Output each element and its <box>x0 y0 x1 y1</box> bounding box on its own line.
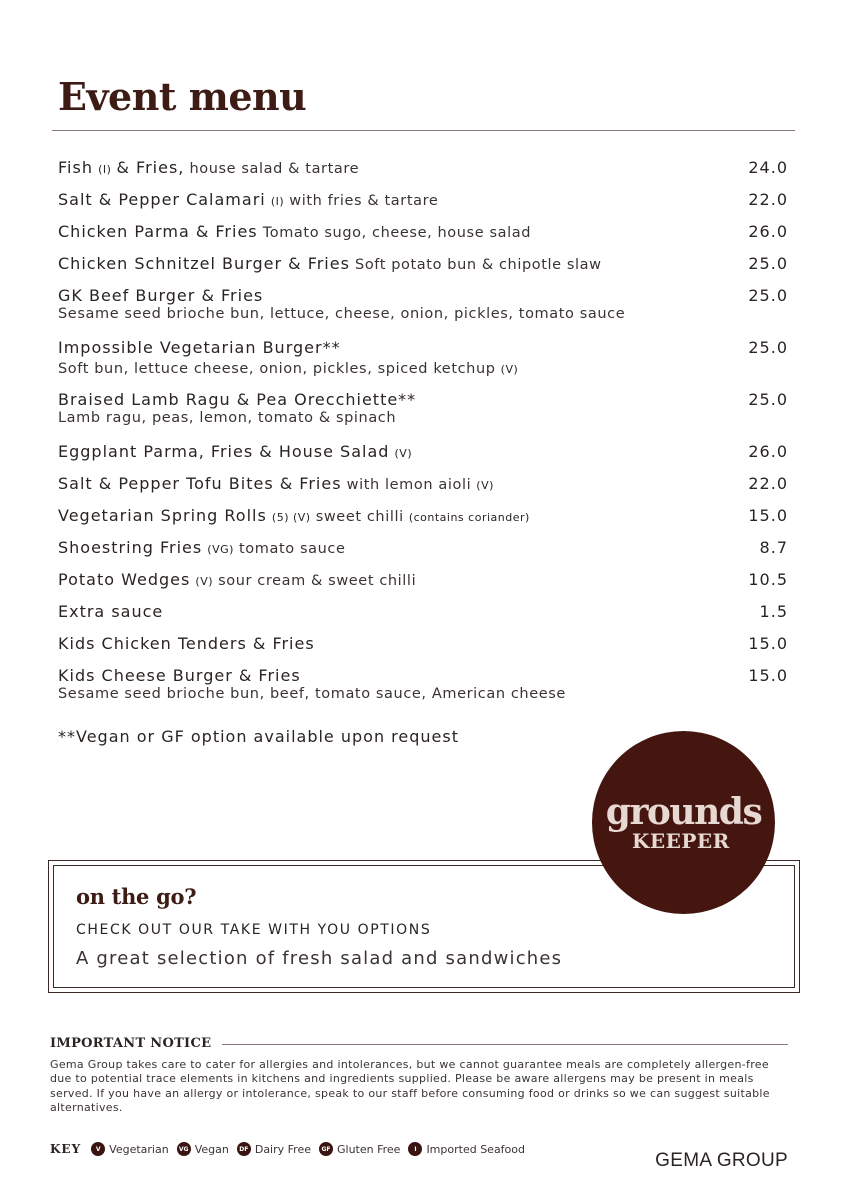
menu-item-name: Extra sauce <box>58 602 164 621</box>
promo-heading: on the go? <box>76 884 197 909</box>
menu-item <box>58 538 788 557</box>
menu-item-description: Sesame seed brioche bun, beef, tomato sauce, American cheese <box>58 686 566 702</box>
menu-item-name: Fish <box>58 158 93 177</box>
menu-item-text <box>58 286 728 322</box>
menu-item-tag: (contains coriander) <box>408 511 530 524</box>
menu-item-tag: (V) <box>476 479 494 492</box>
menu-item-name: Chicken Schnitzel Burger & Fries <box>58 254 350 273</box>
menu-item <box>58 390 788 426</box>
menu-item-price: 15.0 <box>748 506 788 525</box>
menu-item-price: 25.0 <box>748 338 788 357</box>
menu-footnote: **Vegan or GF option available upon request <box>58 727 459 746</box>
diet-badge-icon: I <box>408 1142 422 1156</box>
menu-item <box>58 666 788 702</box>
diet-badge-icon: GF <box>319 1142 333 1156</box>
menu-item <box>58 442 788 461</box>
menu-item-description: Sesame seed brioche bun, lettuce, cheese, onion, pickles, tomato sauce <box>58 306 626 322</box>
menu-item-price: 22.0 <box>748 190 788 209</box>
menu-item-price: 25.0 <box>748 254 788 273</box>
key-item <box>408 1142 525 1156</box>
menu-item-price: 15.0 <box>748 666 788 685</box>
menu-item-tag: (VG) <box>207 543 234 556</box>
key-item-label: Gluten Free <box>336 1142 401 1156</box>
menu-item <box>58 190 788 209</box>
menu-item-name: Vegetarian Spring Rolls <box>58 506 267 525</box>
menu-item-text <box>58 158 728 177</box>
menu-item-text <box>58 666 728 702</box>
menu-item-name-cont: & Fries, <box>116 158 185 177</box>
menu-item-name: Potato Wedges <box>58 570 191 589</box>
page-title: Event menu <box>58 74 307 119</box>
menu-item-price: 26.0 <box>748 222 788 241</box>
logo-wordmark-bottom: KEEPER <box>632 829 730 853</box>
menu-item <box>58 570 788 589</box>
menu-item-text <box>58 506 728 525</box>
menu-item-name: Chicken Parma & Fries <box>58 222 258 241</box>
menu-item-description: Soft potato bun & chipotle slaw <box>355 257 602 273</box>
promo-subheading: CHECK OUT OUR TAKE WITH YOU OPTIONS <box>76 922 432 938</box>
menu-item-text <box>58 190 728 209</box>
dietary-key <box>50 1142 533 1156</box>
menu-item-text <box>58 442 728 461</box>
menu-item-name: GK Beef Burger & Fries <box>58 286 264 305</box>
menu-item-description: Lamb ragu, peas, lemon, tomato & spinach <box>58 410 397 426</box>
menu-item <box>58 254 788 273</box>
menu-item-text <box>58 634 728 653</box>
diet-badge-icon: DF <box>237 1142 251 1156</box>
menu-item <box>58 506 788 525</box>
menu-item-name: Kids Cheese Burger & Fries <box>58 666 301 685</box>
menu-item-price: 10.5 <box>748 570 788 589</box>
key-label: KEY <box>50 1142 82 1156</box>
key-item <box>319 1142 400 1156</box>
menu-item-tag: (V) <box>500 363 519 376</box>
diet-badge-icon: V <box>91 1142 105 1156</box>
menu-item-tag: (I) <box>98 163 112 176</box>
key-item <box>237 1142 311 1156</box>
menu-item-name: Eggplant Parma, Fries & House Salad <box>58 442 390 461</box>
logo-wordmark-top: grounds <box>605 791 762 833</box>
menu-item-description: Soft bun, lettuce cheese, onion, pickles, spiced ketchup <box>58 361 496 377</box>
notice-title: IMPORTANT NOTICE <box>50 1036 212 1051</box>
notice-body: Gema Group takes care to cater for allergies and intolerances, but we cannot guarantee meals are completely allergen-free due to potential trace elements in kitchens and ingredients supplied. Please be aware allergens may be present in meals served. If you have an allergy or intolerance, speak to our staff before consuming food or drinks so we can suggest suitable alternatives. <box>50 1058 770 1114</box>
grounds-keeper-logo <box>592 731 775 914</box>
menu-item-description: with lemon aioli <box>346 477 472 493</box>
key-item <box>177 1142 229 1156</box>
menu-item-name: Braised Lamb Ragu & Pea Orecchiette** <box>58 390 417 409</box>
menu-item-price: 1.5 <box>759 602 788 621</box>
menu-item-text <box>58 338 728 377</box>
menu-item <box>58 222 788 241</box>
menu-item-text <box>58 474 728 493</box>
menu-item <box>58 474 788 493</box>
key-item <box>91 1142 169 1156</box>
menu-item-tag: (I) <box>270 195 285 208</box>
menu-item-text <box>58 390 728 426</box>
key-item-label: Vegetarian <box>109 1142 169 1156</box>
menu-item-price: 15.0 <box>748 634 788 653</box>
menu-item-description-line <box>58 358 728 377</box>
menu-item-price: 26.0 <box>748 442 788 461</box>
menu-item-text <box>58 222 728 241</box>
menu-item-price: 24.0 <box>748 158 788 177</box>
notice-divider <box>222 1044 788 1045</box>
menu-item-text <box>58 570 728 589</box>
menu-item-description: sweet chilli <box>315 509 404 525</box>
key-item-label: Vegan <box>194 1142 229 1156</box>
menu-item-price: 25.0 <box>748 286 788 305</box>
menu-item <box>58 286 788 322</box>
menu-item-name: Salt & Pepper Tofu Bites & Fries <box>58 474 342 493</box>
menu-item-tag: (V) <box>394 447 413 460</box>
menu-item-description: house salad & tartare <box>189 161 360 177</box>
menu-item <box>58 634 788 653</box>
key-item-label: Imported Seafood <box>426 1142 525 1156</box>
menu-item-description: with fries & tartare <box>289 193 439 209</box>
menu-item-price: 25.0 <box>748 390 788 409</box>
menu-item-name: Kids Chicken Tenders & Fries <box>58 634 315 653</box>
menu-item-description: sour cream & sweet chilli <box>218 573 417 589</box>
menu-item-name: Shoestring Fries <box>58 538 203 557</box>
menu-item-name: Salt & Pepper Calamari <box>58 190 266 209</box>
brand-name: GEMA GROUP <box>655 1150 788 1171</box>
menu-item-description: tomato sauce <box>239 541 346 557</box>
menu-item-price: 22.0 <box>748 474 788 493</box>
menu-item <box>58 338 788 377</box>
menu-item-description: Tomato sugo, cheese, house salad <box>262 225 532 241</box>
menu-item-text <box>58 538 728 557</box>
menu-item <box>58 602 788 621</box>
diet-badge-icon: VG <box>177 1142 191 1156</box>
menu-item <box>58 158 788 177</box>
menu-item-text <box>58 602 728 621</box>
menu-item-text <box>58 254 728 273</box>
promo-description: A great selection of fresh salad and sandwiches <box>76 948 563 969</box>
menu-item-tag: (V) <box>195 575 214 588</box>
menu-item-name: Impossible Vegetarian Burger** <box>58 338 341 357</box>
menu-item-tag: (5) (V) <box>271 511 311 524</box>
menu-item-price: 8.7 <box>759 538 788 557</box>
key-item-label: Dairy Free <box>254 1142 311 1156</box>
title-divider <box>52 130 795 131</box>
